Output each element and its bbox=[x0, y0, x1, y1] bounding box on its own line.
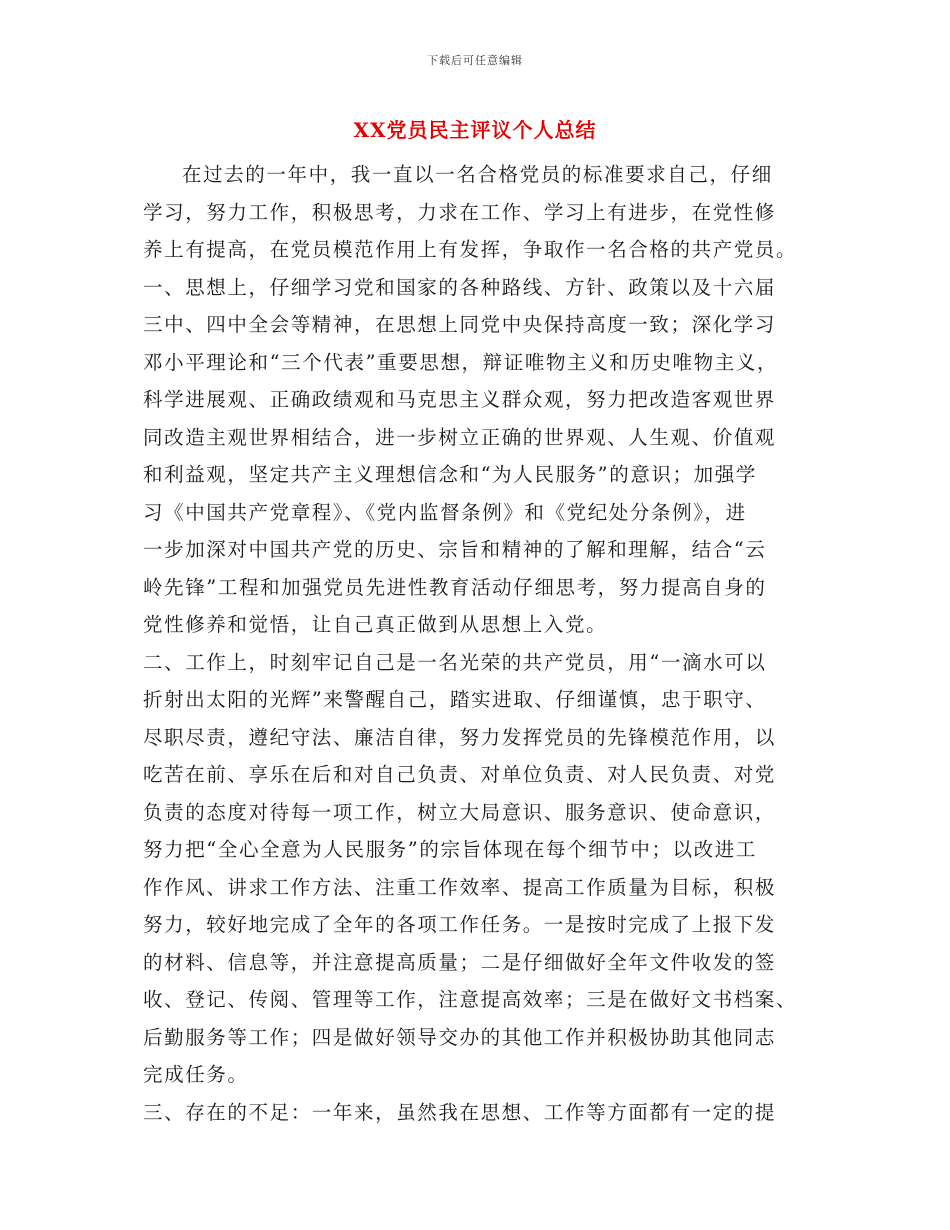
body-line: 学习，努力工作，积极思考，力求在工作、学习上有进步，在党性修 bbox=[143, 200, 777, 224]
body-line: 作作风、讲求工作方法、注重工作效率、提高工作质量为目标，积极 bbox=[143, 875, 777, 899]
body-line: 和利益观，坚定共产主义理想信念和“为人民服务”的意识；加强学 bbox=[143, 463, 757, 486]
body-line: 邓小平理论和“三个代表”重要思想，辩证唯物主义和历史唯物主义， bbox=[143, 350, 779, 374]
body-line: 努力把“全心全意为人民服务”的宗旨体现在每个细节中；以改进工 bbox=[143, 838, 757, 861]
body-line: 党性修养和觉悟，让自己真正做到从思想上入党。 bbox=[143, 613, 608, 636]
body-line: 习《中国共产党章程》、《党内监督条例》和《党纪处分条例》，进 bbox=[143, 500, 747, 524]
body-line: 负责的态度对待每一项工作，树立大局意识、服务意识、使命意识， bbox=[143, 800, 777, 824]
body-line: 尽职尽责，遵纪守法、廉洁自律，努力发挥党员的先锋模范作用，以 bbox=[143, 725, 777, 749]
body-line: 完成任务。 bbox=[143, 1063, 249, 1086]
body-line: 养上有提高，在党员模范作用上有发挥，争取作一名合格的共产党员。 bbox=[143, 238, 798, 261]
document-title: XX党员民主评议个人总结 bbox=[353, 118, 597, 142]
body-line: 在过去的一年中，我一直以一名合格党员的标准要求自己，仔细 bbox=[182, 163, 773, 186]
body-line: 同改造主观世界相结合，进一步树立正确的世界观、人生观、价值观 bbox=[143, 425, 777, 449]
body-line: 一步加深对中国共产党的历史、宗旨和精神的了解和理解，结合“云 bbox=[143, 538, 767, 561]
body-line: 折射出太阳的光辉”来警醒自己，踏实进取、仔细谨慎，忠于职守、 bbox=[143, 688, 767, 711]
document-body bbox=[143, 156, 808, 1131]
page-header: 下载后可任意编辑 bbox=[427, 54, 523, 67]
body-line: 收、登记、传阅、管理等工作，注意提高效率；三是在做好文书档案、 bbox=[143, 988, 798, 1011]
body-line: 岭先锋”工程和加强党员先进性教育活动仔细思考，努力提高自身的 bbox=[143, 575, 767, 599]
body-line: 吃苦在前、享乐在后和对自己负责、对单位负责、对人民负责、对党 bbox=[143, 763, 777, 786]
body-line: 一、思想上，仔细学习党和国家的各种路线、方针、政策以及十六届 bbox=[143, 275, 777, 299]
body-line: 三、存在的不足：一年来，虽然我在思想、工作等方面都有一定的提 bbox=[143, 1100, 777, 1124]
body-line: 努力，较好地完成了全年的各项工作任务。一是按时完成了上报下发 bbox=[143, 913, 777, 936]
body-line: 科学进展观、正确政绩观和马克思主义群众观，努力把改造客观世界 bbox=[143, 388, 777, 411]
body-line: 后勤服务等工作；四是做好领导交办的其他工作并积极协助其他同志 bbox=[143, 1025, 777, 1049]
body-line: 二、工作上，时刻牢记自己是一名光荣的共产党员，用“一滴水可以 bbox=[143, 650, 767, 674]
body-line: 的材料、信息等，并注意提高质量；二是仔细做好全年文件收发的签 bbox=[143, 950, 777, 974]
body-line: 三中、四中全会等精神，在思想上同党中央保持高度一致；深化学习 bbox=[143, 313, 777, 336]
